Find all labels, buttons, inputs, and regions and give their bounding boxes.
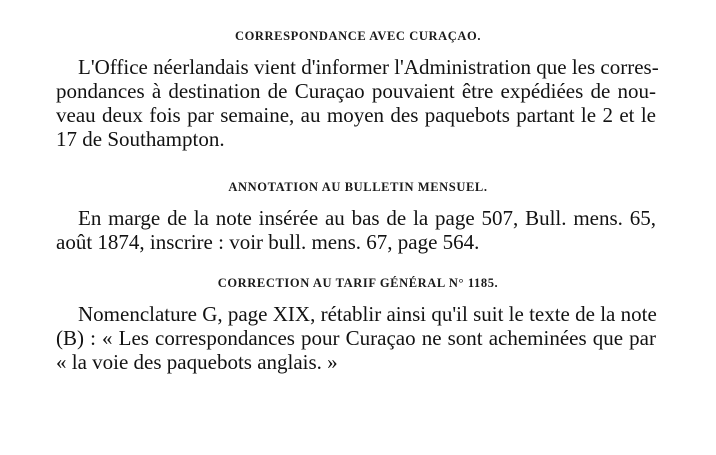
section-heading-annotation: ANNOTATION AU BULLETIN MENSUEL. bbox=[228, 180, 488, 194]
paragraph-line: « la voie des paquebots anglais. » bbox=[56, 350, 338, 374]
paragraph-line: veau deux fois par semaine, au moyen des paquebots partant le 2 et le bbox=[56, 103, 656, 127]
section-heading-correction: CORRECTION AU TARIF GÉNÉRAL N° 1185. bbox=[217, 276, 499, 290]
paragraph-line: (B) : « Les correspondances pour Curaçao ne sont acheminées que par bbox=[56, 326, 656, 350]
paragraph-line: L'Office néerlandais vient d'informer l'Administration que les corres- bbox=[78, 55, 659, 79]
paragraph-line: Nomenclature G, page XIX, rétablir ainsi qu'il suit le texte de la note bbox=[78, 302, 657, 326]
paragraph-line: pondances à destination de Curaçao pouvaient être expédiées de nou- bbox=[56, 79, 656, 103]
paragraph-line: août 1874, inscrire : voir bull. mens. 67, page 564. bbox=[56, 230, 480, 254]
paragraph-line: En marge de la note insérée au bas de la page 507, Bull. mens. 65, bbox=[78, 206, 656, 230]
paragraph-line: 17 de Southampton. bbox=[56, 127, 225, 151]
section-heading-curacao: CORRESPONDANCE AVEC CURAÇAO. bbox=[234, 29, 482, 43]
